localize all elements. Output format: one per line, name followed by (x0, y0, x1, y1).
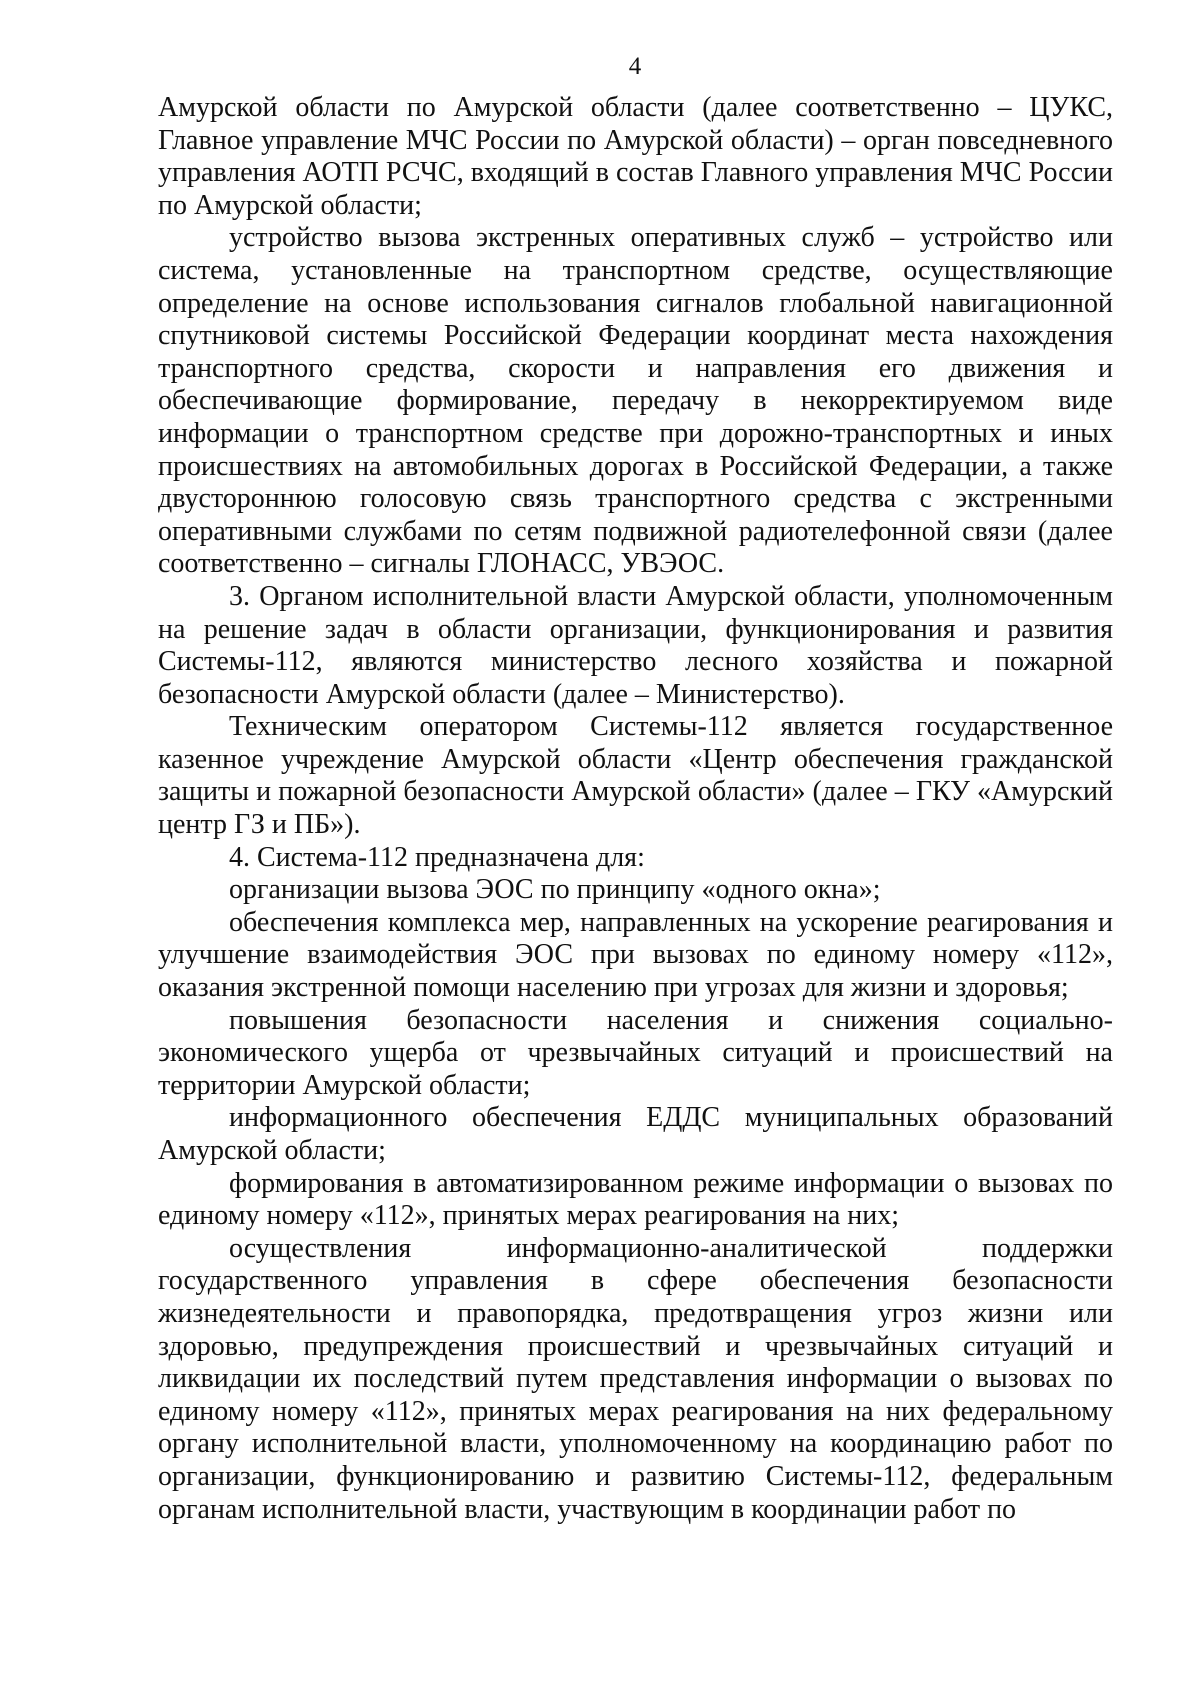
paragraph-6: организации вызова ЭОС по принципу «одного окна»; (229, 874, 881, 906)
paragraph-10: формирования в автоматизированном режиме информации о вызовах по единому номеру «112», принятых мерах реагирования на них; (158, 1167, 1113, 1232)
paragraph-5: 4. Система-112 предназначена для: (229, 841, 645, 873)
paragraph-4: Техническим оператором Системы-112 является государственное казенное учреждение Амурской области «Центр обеспечения гражданской защиты и пожарной безопасности Амурской области» (далее – ГКУ «Амурский центр ГЗ и ПБ»). (158, 711, 1113, 841)
document-body (158, 92, 1113, 1526)
paragraph-9: информационного обеспечения ЕДДС муниципальных образований Амурской области; (158, 1102, 1113, 1166)
page-number: 4 (628, 53, 642, 80)
paragraph-3: 3. Органом исполнительной власти Амурской области, уполномоченным на решение задач в области организации, функционирования и развития Системы-112, являются министерство лесного хозяйства и пожарной безопасности Амурской области (далее – Министерство). (158, 580, 1113, 710)
paragraph-8: повышения безопасности населения и снижения социально-экономического ущерба от чрезвычайных ситуаций и происшествий на территории Амурской области; (158, 1004, 1113, 1101)
paragraph-1: Амурской области по Амурской области (далее соответственно – ЦУКС, Главное управление МЧС России по Амурской области) – орган повседневного управления АОТП РСЧС, входящий в состав Главного управления МЧС России по Амурской области; (158, 92, 1113, 221)
paragraph-2: устройство вызова экстренных оперативных служб – устройство или система, установленные на транспортном средстве, осуществляющие определение на основе использования сигналов глобальной навигационной спутниковой системы Российской Федерации координат места нахождения транспортного средства, скорости и направления его движения и обеспечивающие формирование, передачу в некорректируемом виде информации о транспортном средстве при дорожно-транспортных и иных происшествиях на автомобильных дорогах в Российской Федерации, а также двустороннюю голосовую связь транспортного средства с экстренными оперативными службами по сетям подвижной радиотелефонной связи (далее соответственно – сигналы ГЛОНАСС, УВЭОС. (158, 222, 1113, 580)
paragraph-11: осуществления информационно-аналитической поддержки государственного управления в сфере обеспечения безопасности жизнедеятельности и правопорядка, предотвращения угроз жизни или здоровью, предупреждения происшествий и чрезвычайных ситуаций и ликвидации их последствий путем представления информации о вызовах по единому номеру «112», принятых мерах реагирования на них федеральному органу исполнительной власти, уполномоченному на координацию работ по организации, функционированию и развитию Системы-112, федеральным органам исполнительной власти, участвующим в координации работ по (158, 1232, 1113, 1525)
paragraph-7: обеспечения комплекса мер, направленных на ускорение реагирования и улучшение взаимодействия ЭОС при вызовах по единому номеру «112», оказания экстренной помощи населению при угрозах для жизни и здоровья; (158, 906, 1113, 1004)
